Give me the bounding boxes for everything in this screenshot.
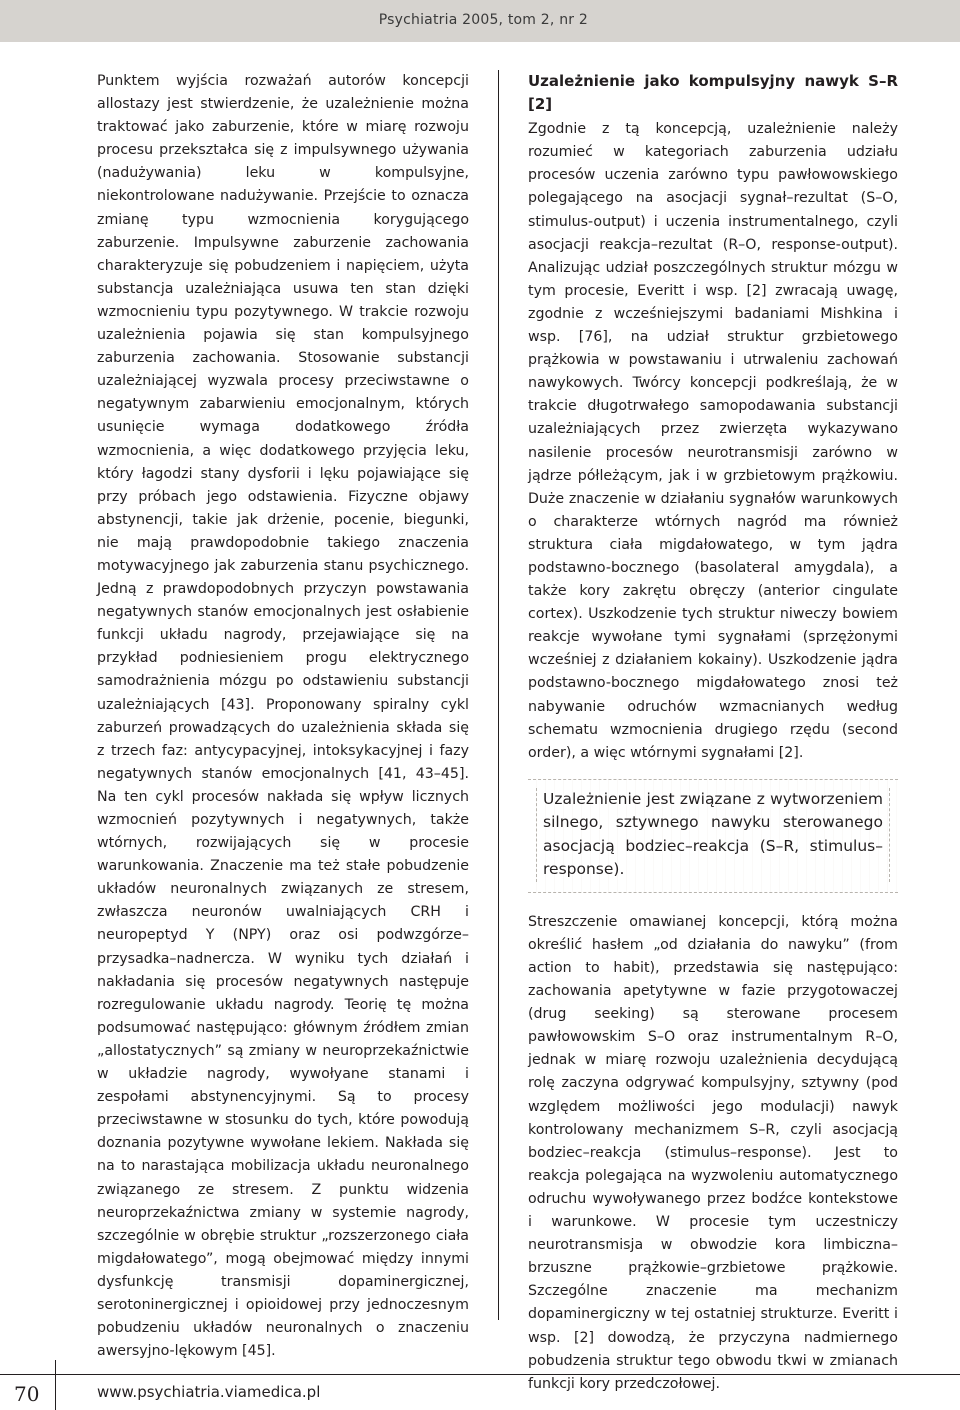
- body-paragraph: Punktem wyjścia rozważań autorów koncepcji allostazy jest stwierdzenie, że uzależnienie można traktować jako zaburzenie, które w miarę rozwoju procesu przekształca się z impulsywnego używania (nadużywania) leku w kompulsyjne, niekontrolowane nadużywanie. Przejście to oznacza zmianę typu wzmocnienia korygującego zaburzenie. Impulsywne zaburzenie zachowania charakteryzuje się pobudzeniem i napięciem, użyta substancja uzależniająca usuwa ten stan dzięki wzmocnieniu typu pozytywnego. W trakcie rozwoju uzależnienia pojawia się stan kompulsyjnego zaburzenia zachowania. Stosowanie substancji uzależniającej wyzwala procesy przeciwstawne o negatywnym zabarwieniu emocjonalnym, których usunięcie wymaga dodatkowego źródła wzmocnienia, a więc dodatkowego przyjęcia leku, który łagodzi stany dysforii i lęku pojawiające się przy próbach jego odstawienia. Fizyczne objawy abstynencji, takie jak drżenie, pocenie, biegunki, nie mają prawdopodobnie takiego znaczenia motywacyjnego jak zaburzenia stanu psychicznego. Jedną z prawdopodobnych przyczyn powstawania negatywnych stanów emocjonalnych jest osłabienie funkcji układu nagrody, przejawiające się na przykład podniesieniem progu elektrycznego samodrażnienia mózgu po odstawieniu substancji uzależniających [43]. Proponowany spiralny cykl zaburzeń prowadzących do uzależnienia składa się z trzech faz: antycypacyjnej, intoksykacyjnej i fazy negatywnych stanów emocjonalnych [41, 43–45]. Na ten cykl procesów nakłada się wpływ licznych wzmocnień pozytywnych i negatywnych, także wtórnych, rozwijających się w procesie warunkowania. Znaczenie ma też stałe pobudzenie układów neuronalnych związanych ze stresem, zwłaszcza neuronów uwalniających CRH i neuropeptyd Y (NPY) oraz osi podwzgórze–przysadka–nadnercza. W wyniku tych działań i nakładania się procesów negatywnych następuje rozregulowanie układu nagrody. Teorię tę można podsumować następująco: głównym źródłem zmian „allostatycznych” są zmiany w neuroprzekaźnictwie w układzie nagrody, wywołyane stanami i zespołami abstynencyjnymi. Są to procesy przeciwstawne w stosunku do tych, które powodują doznania pozytywne wywołane lekiem. Nakłada się na to narastająca mobilizacja układu neuronalnego związanego ze stresem. Z punktu widzenia neuroprzekaźnictwa zmiany w systemie nagrody, szczególnie w obrębie struktur „rozszerzonego ciała migdałowatego”, mogą obejmować między innymi dysfunkcję transmisji dopaminergicznej, serotoninergicznej i opioidowej przy jednoczesnym pobudzeniu układów neuronalnych o znaczeniu awersyjno-lękowym [45].: [97, 73, 469, 1360]
- right-column: [528, 70, 898, 1396]
- left-column: [97, 70, 469, 1363]
- footer-divider: [55, 1360, 56, 1410]
- journal-header: Psychiatria 2005, tom 2, nr 2: [378, 12, 588, 28]
- column-divider: [498, 70, 499, 1320]
- page-number: 70: [14, 1382, 40, 1406]
- highlight-box: [528, 779, 898, 893]
- body-paragraph: Zgodnie z tą koncepcją, uzależnienie należy rozumieć w kategoriach zaburzenia udziału procesów uczenia zarówno typu pawłowowskiego polegającego na asocjacji sygnał–rezultat (S–O, stimulus-output) i uczenia instrumentalnego, czyli asocjacji reakcja–rezultat (R–O, response-output). Analizując udział poszczególnych struktur mózgu w tym procesie, Everitt i wsp. [2] zwracają uwagę, zgodnie z wcześniejszymi badaniami Mishkina i wsp. [76], na udział struktur grzbietowego prążkowia w powstawaniu i utrwaleniu zachowań nawykowych. Twórcy koncepcji podkreślają, że w trakcie długotrwałego samopodawania substancji uzależniających przez zwierzęta wykazywano nasilenie procesów neurotransmisji zarówno w jądrze półleżącym, jak i w grzbietowym prążkowiu. Duże znaczenie w działaniu sygnałów warunkowych o charakterze wtórnych nagród ma również struktura ciała migdałowatego, w tym jądra podstawno-bocznego (basolateral amygdala), a także kory zakrętu obręczy (anterior cingulate cortex). Uszkodzenie tych struktur niweczy bowiem reakcje wywołane tymi sygnałami (sprzężonymi wcześniej z działaniem kokainy). Uszkodzenie jądra podstawno-bocznego migdałowatego znosi też nabywanie odruchów wzmacnianych według schematu wzmocnienia drugiego rzędu (second order), a więc wtórnymi sygnałami [2].: [528, 121, 898, 761]
- section-heading: Uzależnienie jako kompulsyjny nawyk S–R [2]: [528, 72, 898, 114]
- body-paragraph: Streszczenie omawianej koncepcji, którą można określić hasłem „od działania do nawyku” (from action to habit), przedstawia się następująco: zachowania apetytywne w fazie przygotowaczej (drug seeking) są sterowane procesem pawłowowskim S–O oraz instrumentalnym R–O, jednak w miarę rozwoju uzależnienia decydującą rolę zaczyna odgrywać kompulsyjny, sztywny (pod względem możliwości jego modulacji) nawyk kontrolowany mechanizmem S–R, czyli asocjacją bodziec–reakcja (stimulus–response). Jest to reakcja polegająca na wyzwoleniu automatycznego odruchu wywoływanego przez bodźce kontekstowe i warunkowe. W procesie tym uczestniczy neurotransmisja w obwodzie kora limbiczna–brzuszne prążkowie–grzbietowe prążkowie. Szczególne znaczenie ma mechanizm dopaminergiczny w tej ostatniej strukturze. Everitt i wsp. [2] dowodzą, że przyczyna nadmiernego pobudzenia struktur tego obwodu tkwi w zmianach funkcji kory przedczołowej.: [528, 913, 898, 1392]
- footer-url: www.psychiatria.viamedica.pl: [97, 1383, 321, 1401]
- footer-rule: [0, 1374, 960, 1375]
- highlight-box-text: Uzależnienie jest związane z wytworzeniem silnego, sztywnego nawyku sterowanego asocjacją bodziec–reakcja (S–R, stimulus–response).: [536, 788, 890, 882]
